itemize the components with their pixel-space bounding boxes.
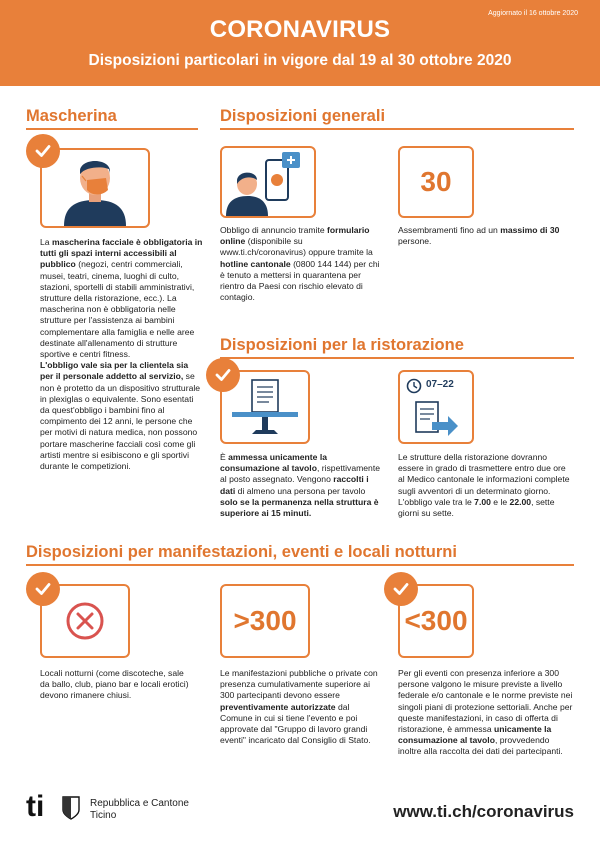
max-30-box: [398, 146, 474, 218]
section-rule: [220, 128, 574, 130]
prohibited-icon: [64, 600, 106, 642]
check-icon: [206, 358, 240, 392]
check-icon: [384, 572, 418, 606]
manifestazioni-text-a: Locali notturni (come discoteche, sale da ballo, club, piano bar e locali erotici) devono rimanere chiusi.: [40, 668, 189, 701]
section-rule: [220, 357, 574, 359]
canton-name-line2: Ticino: [90, 810, 117, 821]
section-rule: [26, 128, 198, 130]
page-title: CORONAVIRUS: [209, 16, 391, 43]
clock-icon: [406, 378, 422, 394]
section-rule: [26, 564, 574, 566]
canton-name: [90, 798, 189, 822]
canton-name-line1: Repubblica e Cantone: [90, 798, 189, 809]
footer-url-link[interactable]: www.ti.ch/coronavirus: [393, 802, 574, 821]
section-title-manifestazioni: Disposizioni per manifestazioni, eventi e locali notturni: [26, 543, 457, 561]
phone-form-box: [220, 146, 316, 218]
check-icon: [26, 134, 60, 168]
page-subtitle: Disposizioni particolari in vigore dal 19 al 30 ottobre 2020: [88, 52, 512, 69]
ristorazione-text-a: È ammessa unicamente la consumazione al tavolo, rispettivamente al posto assegnato. Vengono raccolti i dati di almeno una persona per tavolo solo se la permanenza nella struttura è superiore ai 15 minuti.: [220, 452, 381, 519]
updated-date: Aggiornato il 16 ottobre 2020: [488, 10, 578, 17]
mask-person-icon: [42, 150, 148, 226]
over-300-number: >300: [233, 605, 297, 636]
under-300-number: <300: [404, 605, 468, 636]
section-title-generali: Disposizioni generali: [220, 107, 386, 125]
check-icon: [26, 572, 60, 606]
canton-shield-icon: [62, 796, 80, 820]
ti-logo: ti: [26, 790, 45, 823]
manifestazioni-text-b: Le manifestazioni pubbliche o private con presenza cumulativamente superiore ai 300 partecipanti devono essere preventivamente autorizzate dal Comune in cui si tiene l'evento e poi approvate dal "Gruppo di lavoro grandi eventi" incaricato dal Consiglio di Stato.: [220, 668, 378, 746]
mascherina-text: La mascherina facciale è obbligatoria in tutti gli spazi interni accessibili al pubblico (negozi, centri commerciali, musei, teatri, cinema, luoghi di culto, stazioni, sportelli di stabili amministrativi, strutture della ristorazione, ecc.). La mascherina non è obbligatoria nelle strutture per l'assistenza ai bambini complementare alla famiglia e nelle aree destinate all'allenamento di strutture sportive e centri fitness. L'obbligo vale sia per la clientela sia per il personale addetto al servizio, se non è protetto da un dispositivo strutturale in plexiglas o equivalente. Sono esentati da quest'obbligo i bambini fino al compimento dei 12 anni, le persone che per motivi di natura medica, non possono portare mascherine facciali così come gli artisti mentre si esibiscono e gli sportivi durante le competizioni.: [40, 237, 203, 472]
phone-form-icon: [222, 148, 314, 216]
generali-text-b: Assembramenti fino ad un massimo di 30 persone.: [398, 225, 560, 247]
max-30-number: 30: [420, 166, 452, 197]
clock-hours-label: 07–22: [426, 379, 454, 390]
transmit-data-box: [398, 370, 474, 444]
over-300-box: [220, 584, 310, 658]
section-title-mascherina: Mascherina: [26, 107, 117, 125]
manifestazioni-text-c: Per gli eventi con presenza inferiore a 300 persone valgono le misure previste a livello federale e/o cantonale e le norme previste nei singoli piani di protezione settoriali. Anche per queste manifestazioni, in caso di offerta di ristorazione, è ammessa unicamente la consumazione al tavolo, provvedendo inoltre alla raccolta dei dati dei partecipanti.: [398, 668, 573, 757]
transmit-doc-icon: [412, 400, 462, 438]
ristorazione-text-b: Le strutture della ristorazione dovranno essere in grado di trasmettere entro due ore al Medico cantonale le informazioni complete sugli avventori di un determinato giorno. L'obbligo vale tra le 7.00 e le 22.00, sette giorni su sette.: [398, 452, 570, 519]
generali-text-a: Obbligo di annuncio tramite formulario online (disponibile su www.ti.ch/coronavirus) oppure tramite la hotline cantonale (0800 144 144) per chi è tenuto a mettersi in quarantena per rientro da Paesi con rischio elevato di contagio.: [220, 225, 380, 303]
section-title-ristorazione: Disposizioni per la ristorazione: [220, 336, 464, 354]
